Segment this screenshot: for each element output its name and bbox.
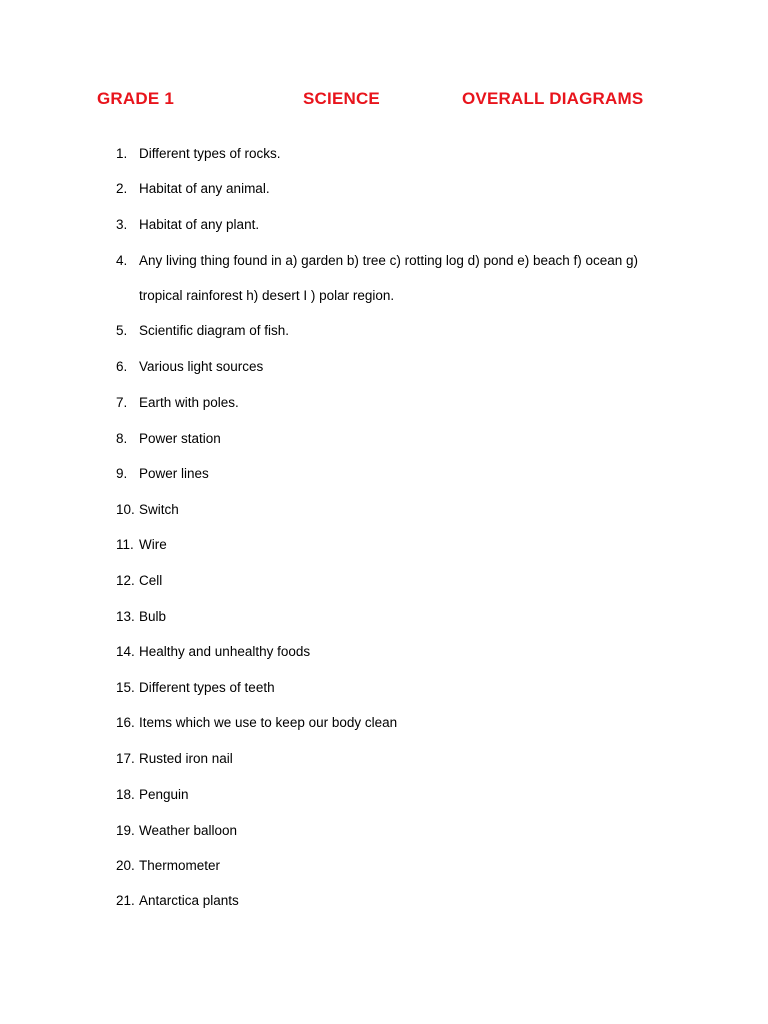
- item-number: 17.: [116, 751, 135, 766]
- item-text: Habitat of any plant.: [139, 217, 260, 232]
- item-text: Items which we use to keep our body clean: [139, 715, 398, 730]
- grade-heading: GRADE 1: [97, 89, 174, 108]
- item-number: 5.: [116, 323, 128, 338]
- item-text: Healthy and unhealthy foods: [139, 644, 311, 659]
- item-number: 1.: [116, 146, 128, 161]
- item-number: 9.: [116, 466, 128, 481]
- item-number: 6.: [116, 359, 128, 374]
- item-number: 13.: [116, 609, 135, 624]
- item-number: 11.: [116, 537, 134, 552]
- item-text: Earth with poles.: [139, 395, 239, 410]
- item-text: Wire: [139, 537, 167, 552]
- item-text: Habitat of any animal.: [139, 181, 270, 196]
- item-number: 19.: [116, 823, 135, 838]
- item-text: Various light sources: [139, 359, 264, 374]
- item-text: Weather balloon: [139, 823, 238, 838]
- item-number: 4.: [116, 253, 128, 268]
- item-text: Cell: [139, 573, 163, 588]
- item-text: Different types of teeth: [139, 680, 275, 695]
- item-text: Rusted iron nail: [139, 751, 233, 766]
- item-text: Thermometer: [139, 858, 221, 873]
- item-number: 12.: [116, 573, 135, 588]
- item-number: 14.: [116, 644, 135, 659]
- item-text: Bulb: [139, 609, 167, 624]
- item-number: 7.: [116, 395, 128, 410]
- item-text: Any living thing found in a) garden b) tree c) rotting log d) pond e) beach f) ocean g): [139, 253, 639, 268]
- item-text: Antarctica plants: [139, 893, 239, 908]
- item-number: 20.: [116, 858, 135, 873]
- item-number: 16.: [116, 715, 135, 730]
- item-text: Scientific diagram of fish.: [139, 323, 290, 338]
- item-text: Power lines: [139, 466, 209, 481]
- item-number: 15.: [116, 680, 135, 695]
- item-number: 21.: [116, 893, 135, 908]
- item-text-continued: tropical rainforest h) desert I ) polar region.: [139, 288, 395, 303]
- item-number: 18.: [116, 787, 135, 802]
- subject-heading: SCIENCE: [303, 89, 380, 108]
- item-text: Switch: [139, 502, 179, 517]
- item-number: 8.: [116, 431, 128, 446]
- item-text: Power station: [139, 431, 221, 446]
- item-number: 2.: [116, 181, 128, 196]
- item-text: Penguin: [139, 787, 189, 802]
- item-number: 3.: [116, 217, 128, 232]
- item-number: 10.: [116, 502, 135, 517]
- item-text: Different types of rocks.: [139, 146, 281, 161]
- title-heading: OVERALL DIAGRAMS: [462, 89, 644, 108]
